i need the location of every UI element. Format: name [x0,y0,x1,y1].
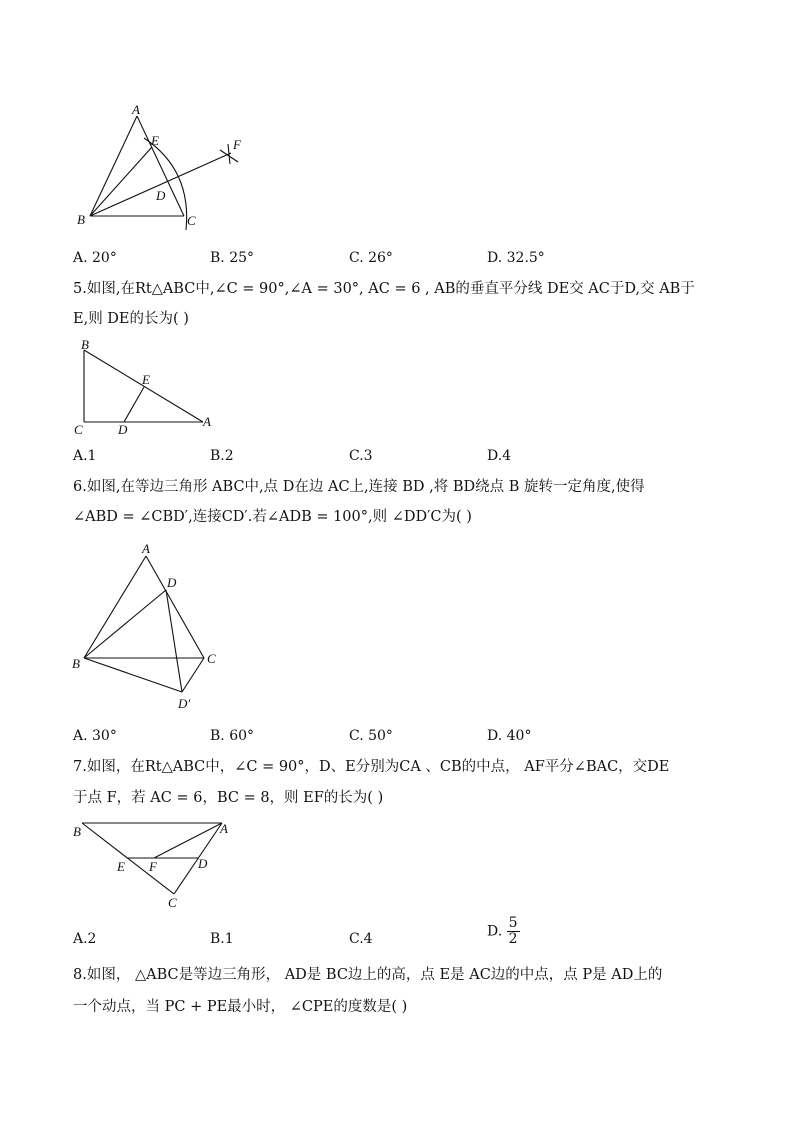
q7-label-c: C [168,895,177,910]
q5-option-d: D.4 [487,448,512,464]
q4-option-b: B. 25° [210,250,255,266]
q5-option-c: C.3 [349,448,373,464]
q5-label-e: E [142,372,150,387]
q7-figure [68,816,248,912]
q5-label-b: B [81,337,89,352]
q4-label-d: D [156,188,166,203]
q7-option-d-label: D. [487,923,503,940]
q6-stem-line2: ∠ABD = ∠CBD′,连接CD′.若∠ADB = 100°,则 ∠DD′C为( ) [73,509,472,525]
q7-option-c: C.4 [349,931,373,947]
q6-stem-line1: 6.如图,在等边三角形 ABC中,点 D在边 AC上,连接 BD ,将 BD绕点 B 旋转一定角度,使得 [73,479,645,495]
q4-option-a: A. 20° [73,250,117,266]
q4-label-b: B [77,212,85,227]
q4-segment-bf [90,153,231,216]
q4-segment-ab [90,116,137,216]
q6-label-c: C [207,651,216,666]
q6-figure [68,536,238,716]
q6-segment-bd2 [84,658,182,692]
q5-figure [70,336,220,440]
q7-label-a: A [220,821,228,836]
q5-segment-de [124,387,144,422]
q4-label-f: F [233,137,241,152]
q5-stem-line2: E,则 DE的长为( ) [73,311,189,327]
q7-option-d [487,916,520,947]
q5-label-d: D [118,422,128,437]
q7-option-d-fraction [507,916,520,947]
q8-stem-line1: 8.如图， △ABC是等边三角形， AD是 BC边上的高，点 E是 AC边的中点，点 P是 AD上的 [73,967,663,983]
q4-figure [70,100,260,240]
q7-option-d-denominator: 2 [508,931,518,947]
q4-option-c: C. 26° [349,250,393,266]
q4-label-c: C [187,213,196,228]
q7-segment-af [154,823,222,858]
q6-option-d: D. 40° [487,728,532,744]
q7-option-a: A.2 [73,931,97,947]
q4-label-a: A [132,102,140,117]
q5-stem-line1: 5.如图,在Rt△ABC中,∠C = 90°,∠A = 30°, AC = 6 , AB的垂直平分线 DE交 AC于D,交 AB于 [73,281,695,297]
q5-option-a: A.1 [73,448,97,464]
q6-label-d: D [167,575,177,590]
q7-label-d: D [198,856,208,871]
q5-option-b: B.2 [210,448,234,464]
q4-label-e: E [151,133,159,148]
q5-label-a: A [203,414,211,429]
q6-segment-ac [146,556,204,658]
q6-label-d-prime: D′ [178,696,191,711]
q7-stem-line2: 于点 F，若 AC = 6，BC = 8，则 EF的长为( ) [73,790,384,806]
q4-option-d: D. 32.5° [487,250,545,266]
q6-segment-cd2 [182,658,204,692]
q7-label-f: F [149,859,157,874]
q7-label-e: E [117,859,125,874]
q6-segment-ab [84,556,146,658]
q6-segment-bd [84,590,166,658]
q6-option-a: A. 30° [73,728,117,744]
q6-option-b: B. 60° [210,728,255,744]
q7-label-b: B [73,824,81,839]
q6-label-a: A [142,541,150,556]
q6-option-c: C. 50° [349,728,393,744]
q7-stem-line1: 7.如图，在Rt△ABC中，∠C = 90°，D、E分别为CA 、CB的中点， AF平分∠BAC，交DE [73,759,670,775]
q4-segment-be [90,147,152,216]
q7-option-d-numerator: 5 [508,915,518,931]
q6-label-b: B [72,656,80,671]
q5-label-c: C [74,422,83,437]
q8-stem-line2: 一个动点，当 PC + PE最小时， ∠CPE的度数是( ) [73,999,408,1015]
q7-option-b: B.1 [210,931,234,947]
